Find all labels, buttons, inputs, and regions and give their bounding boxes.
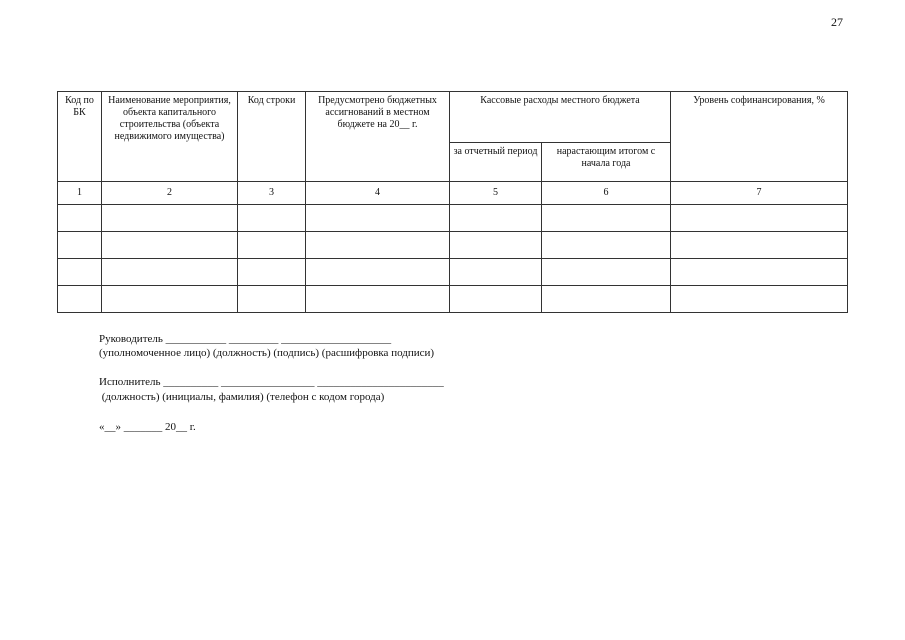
table-cell xyxy=(542,232,671,259)
table-cell xyxy=(450,232,542,259)
table-cell xyxy=(306,259,450,286)
table-cell xyxy=(58,286,102,313)
header-kod-bk: Код по БК xyxy=(58,92,102,182)
header-narast: нарастающим итогом с начала года xyxy=(542,143,671,182)
table-cell xyxy=(671,286,848,313)
table-cell xyxy=(306,205,450,232)
table-cell xyxy=(671,232,848,259)
header-kassovye: Кассовые расходы местного бюджета xyxy=(450,92,671,143)
page-number: 27 xyxy=(831,15,843,29)
table-cell xyxy=(102,205,238,232)
table-row xyxy=(58,286,848,313)
table-cell xyxy=(450,205,542,232)
table-cell xyxy=(238,205,306,232)
column-number: 6 xyxy=(542,182,671,205)
table-cell xyxy=(450,259,542,286)
ispolnitel-line: Исполнитель __________ _________________ _______________________ xyxy=(99,376,444,388)
table-cell xyxy=(306,286,450,313)
table-cell xyxy=(238,259,306,286)
header-kod-stroki: Код строки xyxy=(238,92,306,182)
table-cell xyxy=(542,286,671,313)
column-number: 3 xyxy=(238,182,306,205)
ispolnitel-caption: (должность) (инициалы, фамилия) (телефон с кодом города) xyxy=(99,391,385,403)
table-cell xyxy=(102,232,238,259)
column-number: 5 xyxy=(450,182,542,205)
column-number: 4 xyxy=(306,182,450,205)
table-cell xyxy=(102,286,238,313)
table-cell xyxy=(671,259,848,286)
header-uroven: Уровень софинансирования, % xyxy=(671,92,848,182)
column-number: 2 xyxy=(102,182,238,205)
header-name: Наименование мероприятия, объекта капитального строительства (объекта недвижимого имущества) xyxy=(102,92,238,182)
column-number: 1 xyxy=(58,182,102,205)
table-row xyxy=(58,259,848,286)
table-cell xyxy=(58,259,102,286)
table-row xyxy=(58,205,848,232)
table-cell xyxy=(58,205,102,232)
table-cell xyxy=(58,232,102,259)
report-table xyxy=(57,91,848,313)
header-predusmotreno: Предусмотрено бюджетных ассигнований в местном бюджете на 20__ г. xyxy=(306,92,450,182)
date-line: «__» _______ 20__ г. xyxy=(99,421,196,433)
table-cell xyxy=(306,232,450,259)
table-cell xyxy=(542,259,671,286)
table-cell xyxy=(102,259,238,286)
rukovoditel-caption: (уполномоченное лицо) (должность) (подпись) (расшифровка подписи) xyxy=(99,347,435,359)
table-row xyxy=(58,232,848,259)
table-cell xyxy=(671,205,848,232)
column-number-row xyxy=(58,182,848,205)
column-number: 7 xyxy=(671,182,848,205)
table-cell xyxy=(238,286,306,313)
header-za-period: за отчетный период xyxy=(450,143,542,182)
header-row xyxy=(58,92,848,143)
table-cell xyxy=(542,205,671,232)
table-cell xyxy=(238,232,306,259)
rukovoditel-line: Руководитель ___________ _________ ____________________ xyxy=(99,333,392,345)
table-cell xyxy=(450,286,542,313)
